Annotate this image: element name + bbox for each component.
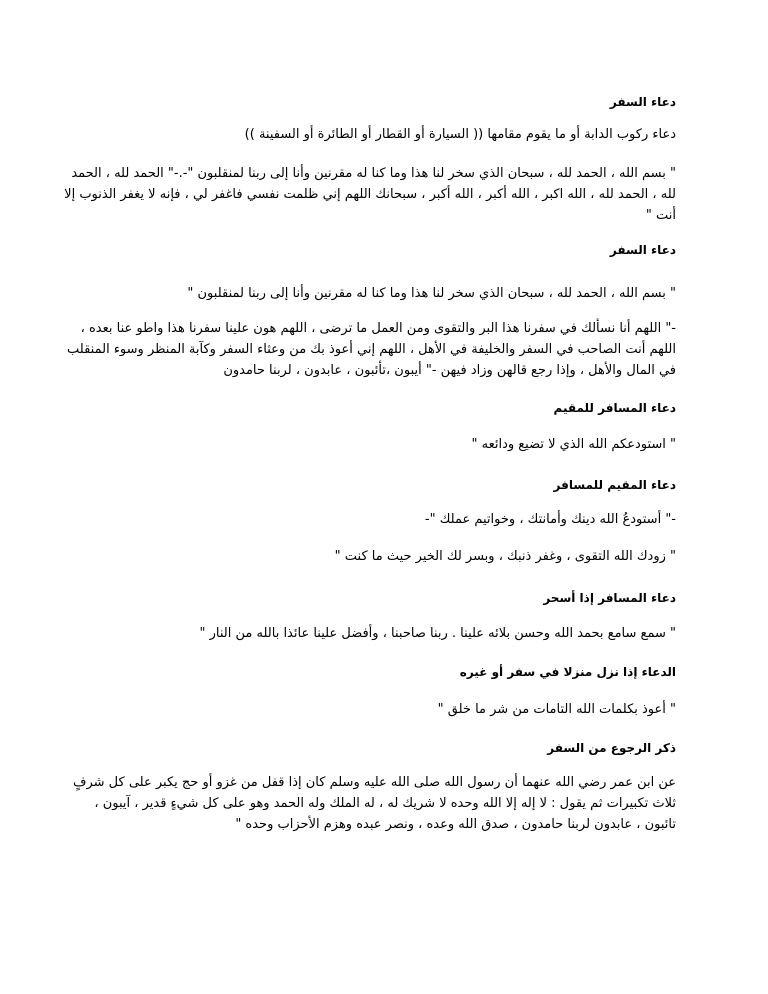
page-title: دعاء السفر xyxy=(609,95,676,109)
heading-resident-to-traveler: دعاء المقيم للمسافر xyxy=(553,478,676,492)
heading-travel: دعاء السفر xyxy=(609,243,676,257)
intro-line: دعاء ركوب الدابة أو ما يقوم مقامها (( السيارة أو القطار أو الطائرة أو السفينة )) xyxy=(244,127,676,142)
dua-resident-second: " زودك الله التقوى ، وغفر ذنبك ، وبسر لك الخير حيث ما كنت " xyxy=(334,549,676,564)
heading-return: ذكر الرجوع من السفر xyxy=(547,741,676,755)
dua-stopover: " أعوذ بكلمات الله التامات من شر ما خلق " xyxy=(437,702,676,717)
dua-dawn: " سمع سامع بحمد الله وحسن بلائه علينا . ربنا صاحبنا ، وأفضل علينا عائذا بالله من النار " xyxy=(199,626,676,641)
heading-stopover: الدعاء إذا نزل منزلا في سفر أو غيره xyxy=(459,665,676,679)
dua-travel-first: " بسم الله ، الحمد لله ، سبحان الذي سخر لنا هذا وما كنا له مقرنين وأنا إلى ربنا لمنقلبون " xyxy=(187,286,676,301)
dua-resident-first: -" أستودعُ الله دينك وأمانتك ، وخواتيم عملك "- xyxy=(424,512,676,527)
dua-travel-second: -" اللهم أنا نسألك في سفرنا هذا البر والتقوى ومن العمل ما ترضى ، اللهم هون علينا سفرنا هذا واطو عنا بعده ، اللهم أنت الصاحب في السفر والخليفة في الأهل ، اللهم إني أعوذ بك من وعثاء السفر وكآبة المنظر وسوء المنقلب في المال والأهل ، وإذا رجع قالهن وزاد فيهن -" أيبون ،تأئبون ، عابدون ، لربنا حامدون xyxy=(67,321,676,378)
dua-riding-paragraph: " بسم الله ، الحمد لله ، سبحان الذي سخر لنا هذا وما كنا له مقرنين وأنا إلى ربنا لمنقلبون "-.-" الحمد لله ، الحمد لله ، الحمد لله ، الله اكبر ، الله أكبر ، الله أكبر ، سبحانك اللهم إني ظلمت نفسي فاغفر لي ، فإنه لا يغفر الذنوب إلا أنت " xyxy=(64,166,676,223)
hadith-return-paragraph: عن ابن عمر رضي الله عنهما أن رسول الله صلى الله عليه وسلم كان إذا قفل من غزو أو حج يكبر على كل شرفٍ ثلاث تكبيرات ثم يقول : لا إله إلا الله وحده لا شريك له ، له الملك وله الحمد وهو على كل شيءٍ قدير ، آيبون ، تائبون ، عابدون لربنا حامدون ، صدق الله وعده ، ونصر عبده وهزم الأحزاب وحده " xyxy=(73,775,676,832)
heading-dawn: دعاء المسافر إذا أسحر xyxy=(543,591,676,605)
dua-traveler-to-resident: " استودعكم الله الذي لا تضيع ودائعه " xyxy=(471,437,676,452)
heading-traveler-to-resident: دعاء المسافر للمقيم xyxy=(553,401,676,415)
